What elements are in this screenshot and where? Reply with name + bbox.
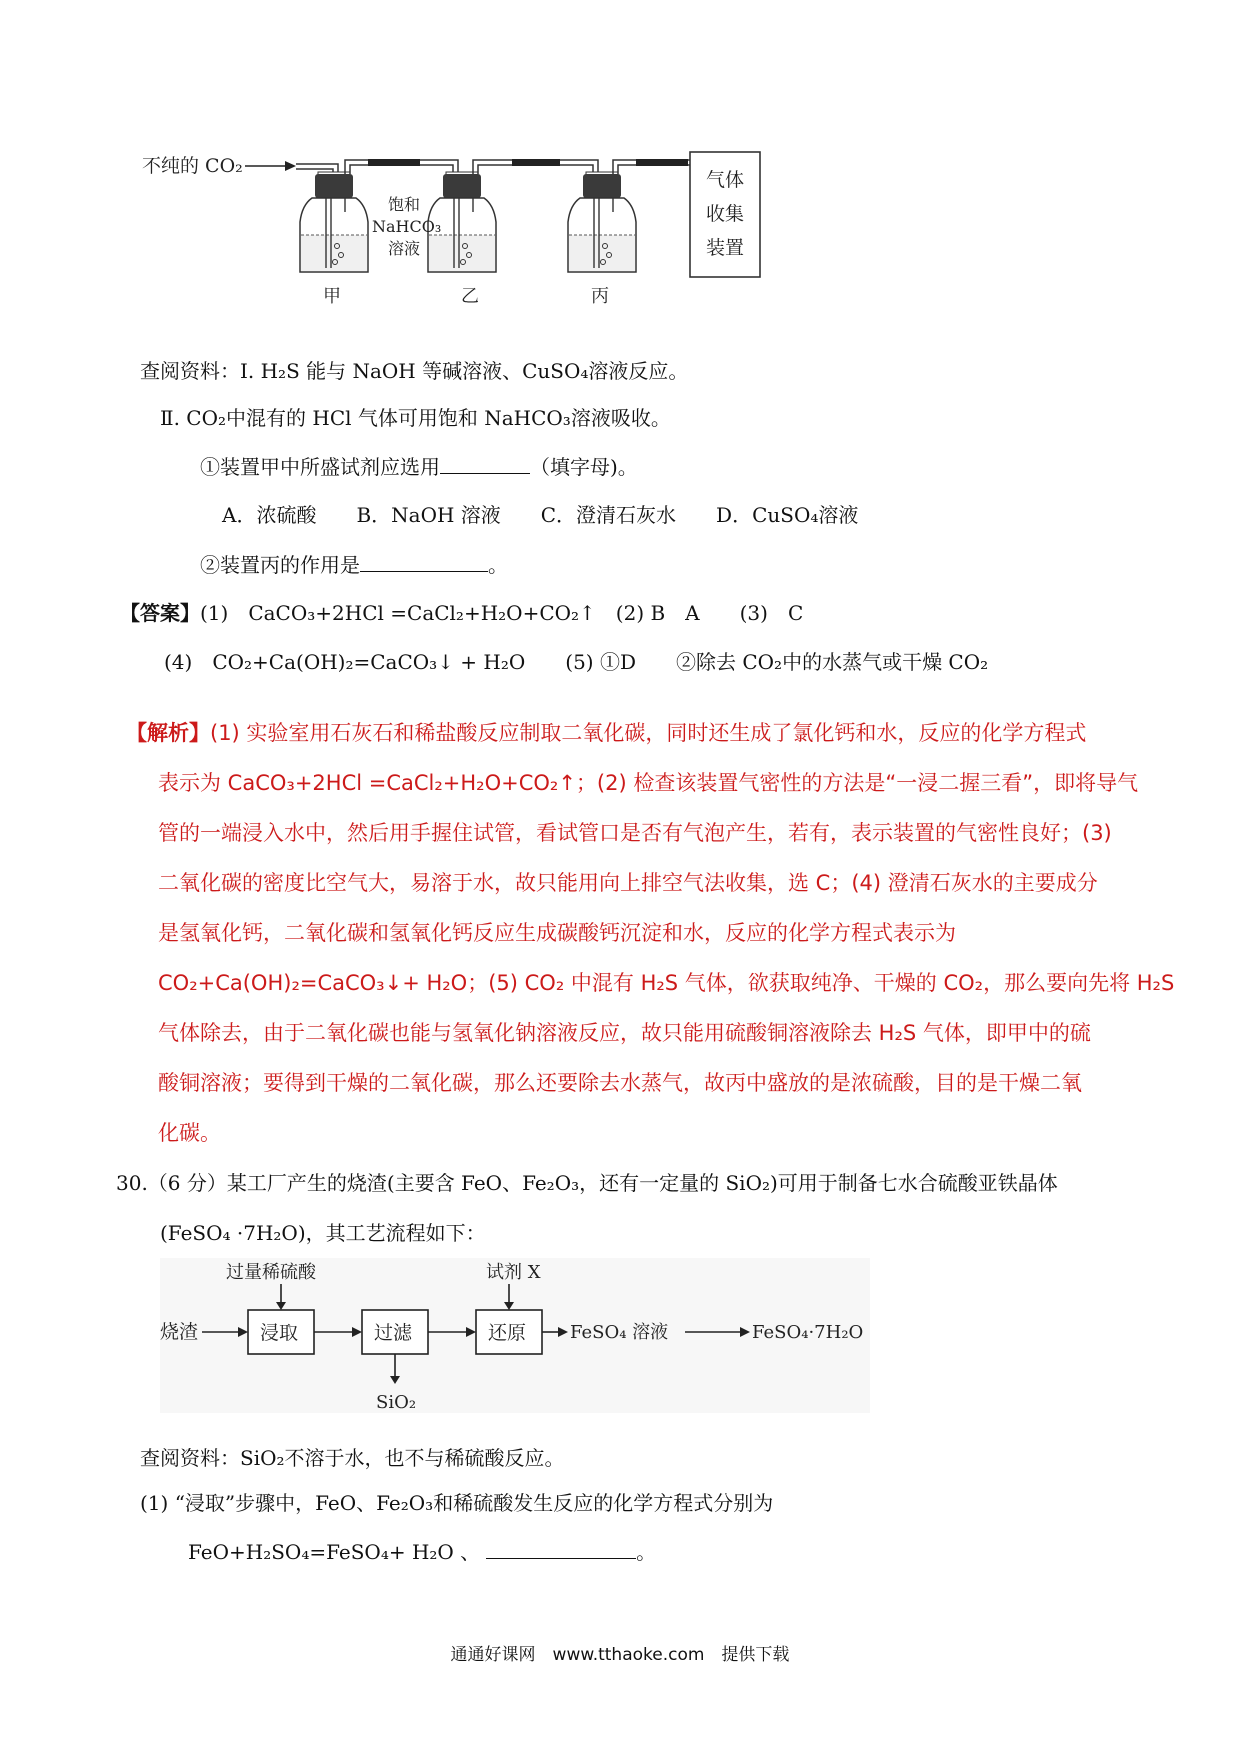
q5-sub2 <box>200 551 508 578</box>
bottle-a <box>300 172 368 272</box>
analysis-line-3: 管的一端浸入水中，然后用手握住试管，看试管口是否有气泡产生，若有，表示装置的气密性良好；(3) <box>158 821 1112 845</box>
analysis-line-1 <box>126 720 1086 746</box>
answer-text-1: (1) CaCO₃+2HCl =CaCl₂+H₂O+CO₂↑ (2) B A (3) C <box>200 601 804 625</box>
analysis-line-2: 表示为 CaCO₃+2HCl =CaCl₂+H₂O+CO₂↑；(2) 检查该装置气密性的方法是“一浸二握三看”，即将导气 <box>158 771 1139 795</box>
collector-label-2: 收集 <box>706 203 745 225</box>
flow-acid: 过量稀硫酸 <box>226 1262 316 1283</box>
q5-sub1 <box>200 453 638 480</box>
q30-sub1: (1) “浸取”步骤中，FeO、Fe₂O₃和稀硫酸发生反应的化学方程式分别为 <box>140 1491 774 1515</box>
collector-label-3: 装置 <box>706 237 745 259</box>
bottle-a-label: 甲 <box>323 286 341 307</box>
flow-start: 烧渣 <box>160 1321 199 1343</box>
answer-blank-3 <box>486 1538 636 1559</box>
flow-step-reduce-label: 还原 <box>488 1322 527 1344</box>
reference-2: Ⅱ. CO₂中混有的 HCl 气体可用饱和 NaHCO₃溶液吸收。 <box>160 406 671 430</box>
flow-step-filter-label: 过滤 <box>374 1322 413 1344</box>
answer-line-1 <box>120 600 803 626</box>
q30-sub1-equation <box>188 1538 656 1565</box>
analysis-line-9: 化碳。 <box>158 1121 221 1145</box>
analysis-text-1: (1) 实验室用石灰石和稀盐酸反应制取二氧化碳，同时还生成了氯化钙和水，反应的化学方程式 <box>210 721 1087 745</box>
analysis-tag: 【解析】 <box>126 721 210 745</box>
q5-sub2-text: ②装置丙的作用是 <box>200 553 360 577</box>
q30-equation-end: 。 <box>636 1540 657 1564</box>
analysis-line-6: CO₂+Ca(OH)₂=CaCO₃↓+ H₂O；(5) CO₂ 中混有 H₂S 气体，欲获取纯净、干燥的 CO₂，那么要向先将 H₂S <box>158 971 1175 995</box>
flow-step-leach-label: 浸取 <box>260 1322 299 1344</box>
answer-blank-2 <box>360 551 488 572</box>
q30-equation-text: FeO+H₂SO₄=FeSO₄+ H₂O 、 <box>188 1540 481 1564</box>
collector-label-1: 气体 <box>706 169 745 191</box>
q5-options: A．浓硫酸 B．NaOH 溶液 C．澄清石灰水 D．CuSO₄溶液 <box>222 503 859 527</box>
analysis-line-8: 酸铜溶液；要得到干燥的二氧化碳，那么还要除去水蒸气，故丙中盛放的是浓硫酸，目的是干燥二氧 <box>158 1071 1082 1095</box>
q5-sub1-text: ①装置甲中所盛试剂应选用 <box>200 455 440 479</box>
q30-reference: 查阅资料：SiO₂不溶于水，也不与稀硫酸反应。 <box>140 1446 565 1470</box>
q5-sub1-suffix: （填字母)。 <box>530 455 638 479</box>
reagent-label-1: 饱和 <box>388 195 421 214</box>
answer-tag: 【答案】 <box>120 601 200 625</box>
reference-1: 查阅资料：I. H₂S 能与 NaOH 等碱溶液、CuSO₄溶液反应。 <box>140 359 689 383</box>
analysis-line-5: 是氢氧化钙，二氧化碳和氢氧化钙反应生成碳酸钙沉淀和水，反应的化学方程式表示为 <box>158 921 956 945</box>
q30-line-2: (FeSO₄ ·7H₂O)，其工艺流程如下： <box>160 1221 486 1245</box>
q30-line-1: 30.（6 分）某工厂产生的烧渣(主要含 FeO、Fe₂O₃，还有一定量的 SiO₂)可用于制备七水合硫酸亚铁晶体 <box>116 1171 1058 1195</box>
answer-blank <box>440 453 530 474</box>
flow-product-2: FeSO₄·7H₂O <box>752 1322 864 1343</box>
process-flow-chart <box>160 1258 870 1413</box>
reagent-label-2: NaHCO₃ <box>372 217 442 236</box>
bottle-b-label: 乙 <box>461 286 479 307</box>
analysis-line-4: 二氧化碳的密度比空气大，易溶于水，故只能用向上排空气法收集，选 C；(4) 澄清石灰水的主要成分 <box>158 871 1098 895</box>
q5-sub2-suffix: 。 <box>488 553 508 577</box>
answer-line-2: (4) CO₂+Ca(OH)₂=CaCO₃↓ + H₂O (5) ①D ②除去 CO₂中的水蒸气或干燥 CO₂ <box>164 650 989 674</box>
flow-product-1: FeSO₄ 溶液 <box>570 1322 669 1343</box>
flow-reagent: 试剂 X <box>486 1262 541 1283</box>
reagent-label-3: 溶液 <box>388 239 421 258</box>
bottle-c-label: 丙 <box>591 286 609 307</box>
inlet-label: 不纯的 CO₂ <box>142 155 243 177</box>
page-footer: 通通好课网 www.tthaoke.com 提供下载 <box>450 1645 790 1665</box>
flow-residue: SiO₂ <box>376 1392 417 1413</box>
bottle-c <box>568 172 636 272</box>
analysis-line-7: 气体除去，由于二氧化碳也能与氢氧化钠溶液反应，故只能用硫酸铜溶液除去 H₂S 气体，即甲中的硫 <box>158 1021 1091 1045</box>
gas-purification-apparatus <box>140 150 860 320</box>
